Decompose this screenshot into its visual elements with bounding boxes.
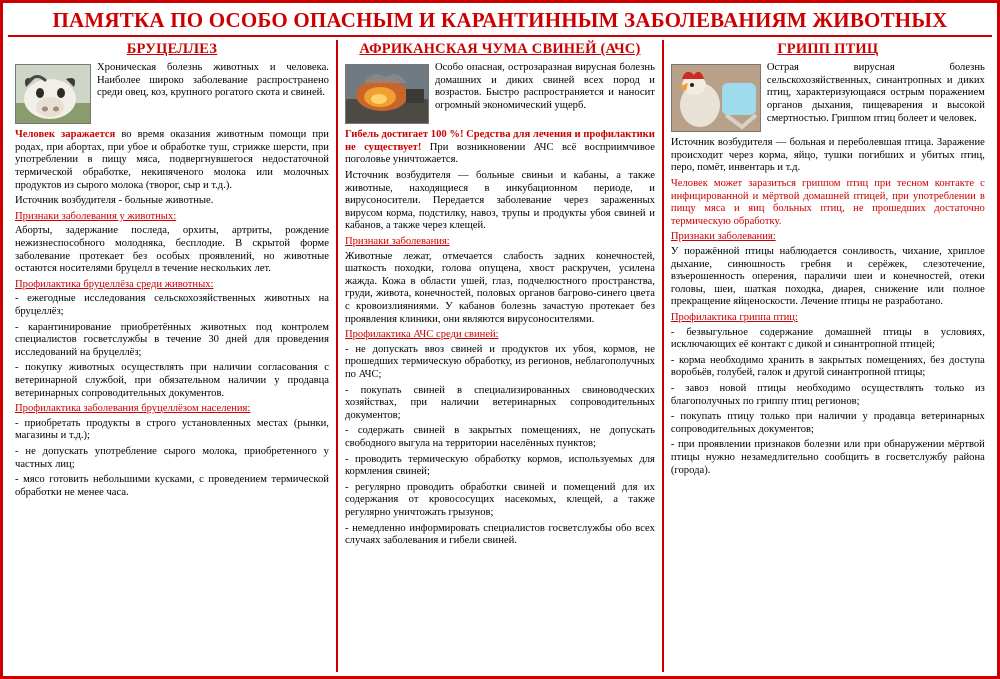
section-paragraph: - не допускать употребление сырого молока, приобретенного у частных лиц; xyxy=(15,445,329,470)
section-subtitle: Профилактика гриппа птиц: xyxy=(670,312,798,324)
intro-text: Особо опасная, острозаразная вирусная болезнь домашних и диких свиней всех пород и возрастов. Быстро распространяется и наносит огромный экономический ущерб. xyxy=(434,62,655,112)
intro-text: Хроническая болезнь животных и человека. Наиболее широко заболевание распространено среди овец, коз, крупного рогатого скота и свиней. xyxy=(97,62,329,99)
column-heading: ГРИПП ПТИЦ xyxy=(777,41,879,58)
section-paragraph: - содержать свиней в закрытых помещениях, не допускать свободного выгула на территории населённых пунктов; xyxy=(344,425,655,449)
intro-text: Острая вирусная болезнь сельскохозяйственных, синантропных и диких птиц, характеризующаяся острым поражением органов дыхания, пищеварения и высокой смертностью. Гриппом птиц болеет и человек. xyxy=(766,62,985,124)
section-subtitle: Профилактика заболевания бруцеллёзом населения: xyxy=(15,403,251,415)
intro-block xyxy=(345,62,655,126)
section-paragraph: - покупать птицу только при наличии у продавца ветеринарных сопроводительных документов; xyxy=(670,411,985,435)
highlight-paragraph xyxy=(15,129,329,192)
column-avian-influenza xyxy=(664,40,992,672)
cow-photo xyxy=(15,64,91,124)
highlight-lead: Гибель достигает 100 %! Средства для лечения и профилактики не существует! xyxy=(344,129,655,153)
section-paragraph: - завоз новой птицы необходимо осуществлять только из благополучных по гриппу птиц регионов; xyxy=(670,382,985,407)
section-paragraph: - при проявлении признаков болезни или при обнаружении мёртвой птицы нужно незамедлительно сообщить в госветслужбу района (города). xyxy=(670,439,985,476)
section-paragraph: - ежегодные исследования сельскохозяйственных животных на бруцеллёз; xyxy=(15,293,329,318)
highlight-paragraph: Человек может заразиться гриппом птиц при тесном контакте с инфицированной и мёртвой домашней птицей, при употреблении в пищу мяса и яиц больных птиц, не прошедших достаточно термическую обработку. xyxy=(670,178,985,227)
column-brucellosis xyxy=(8,40,336,672)
section-paragraph: - мясо готовить небольшими кусками, с проведением термической обработки не менее часа. xyxy=(15,474,329,498)
section-paragraph: - не допускать ввоз свиней и продуктов их убоя, кормов, не прошедших термическую обработку, из регионов, неблагополучных по АЧС; xyxy=(344,343,655,380)
intro-block xyxy=(671,62,985,134)
section-paragraph: - немедленно информировать специалистов госветслужбы обо всех случаях заболевания и гибели свиней. xyxy=(344,522,655,547)
page-title: ПАМЯТКА ПО ОСОБО ОПАСНЫМ И КАРАНТИННЫМ ЗАБОЛЕВАНИЯМ ЖИВОТНЫХ xyxy=(8,7,992,37)
section-paragraph: - покупать свиней в специализированных свиноводческих хозяйствах, при наличии ветеринарных сопроводительных документов; xyxy=(344,384,655,421)
source-line: Источник возбудителя — больная и переболевшая птица. Заражение происходит через корма, яйцо, тушки погибших и убитых птиц, перо, помёт, инвентарь и т.д. xyxy=(670,137,985,174)
intro-block xyxy=(15,62,329,126)
source-line: Источник возбудителя — больные свиньи и кабаны, а также животные, находящиеся в инкубационном периоде, и вирусоносители. Передается заболевание через зараженных вирусом корма, подстилку, навоз, трупы и продукты убоя свиней и кабанов, а также через клещей. xyxy=(344,170,655,232)
section-paragraph: Аборты, задержание последа, орхиты, артриты, рождение нежизнеспособного молодняка, бесплодие. В скрытой форме заболевание протекает без особых проявлений, но животные остаются носителями бруцелл в течение нескольких лет. xyxy=(15,225,329,275)
section-subtitle: Признаки заболевания: xyxy=(670,231,776,243)
highlight-rest: При возникновении АЧС всё восприимчивое поголовье уничтожается. xyxy=(344,141,655,166)
columns-container xyxy=(8,40,992,672)
section-paragraph: - безвыгульное содержание домашней птицы в условиях, исключающих её контакт с дикой и синантропной птицей; xyxy=(670,326,985,351)
section-subtitle: Профилактика АЧС среди свиней: xyxy=(344,329,499,341)
column-asf xyxy=(336,40,664,672)
section-paragraph: - покупку животных осуществлять при наличии согласования с ветеринарной службой, при обязательном наличии у продавца ветеринарных сопроводительных документов. xyxy=(15,362,329,399)
highlight-rest: во время оказания животным помощи при родах, при абортах, при убое и обработке туш, стрижке шерсти, при употреблении в пищу мяса, подвергнувшегося недостаточной термической обработке, некипяченого молока или молочных продуктов из сырого молока (творог, сыр и т.д.). xyxy=(15,129,329,191)
section-paragraph: - проводить термическую обработку кормов, используемых для кормления свиней; xyxy=(344,453,655,478)
section-subtitle: Признаки заболевания: xyxy=(344,236,450,248)
fire-photo xyxy=(345,64,429,124)
section-paragraph: - карантинирование приобретённых животных под контролем специалистов госветслужбы в течение 30 дней для проведения исследований на бруцеллёз; xyxy=(15,321,329,358)
section-paragraph: - регулярно проводить обработки свиней и помещений для их содержания от кровососущих насекомых, клещей, а также регулярно уничтожать грызунов; xyxy=(344,481,655,518)
section-paragraph: - корма необходимо хранить в закрытых помещениях, без доступа воробьёв, голубей, галок и другой синантропной птицы; xyxy=(670,354,985,379)
bird-photo xyxy=(671,64,761,132)
section-subtitle: Признаки заболевания у животных: xyxy=(15,210,177,222)
highlight-lead: Человек заражается xyxy=(15,129,116,141)
highlight-paragraph xyxy=(345,129,655,167)
column-heading: АФРИКАНСКАЯ ЧУМА СВИНЕЙ (АЧС) xyxy=(359,41,641,58)
section-paragraph: У поражённой птицы наблюдается сонливость, чихание, хриплое дыхание, синюшность гребня и серёжек, слезотечение, взъерошенность оперения, параличи шеи и конечностей, отеки головы, шеи, шаткая походка, диарея, снижение или полное прекращение яйценоскости. Лечение птицы не разработано. xyxy=(670,246,985,308)
source-line: Источник возбудителя - больные животные. xyxy=(15,195,214,207)
section-subtitle: Профилактика бруцеллёза среди животных: xyxy=(15,278,214,290)
section-paragraph: - приобретать продукты в строго установленных местах (рынки, магазины и т.д.); xyxy=(15,417,329,442)
section-paragraph: Животные лежат, отмечается слабость задних конечностей, шаткость походки, голова опущена, хвост раскручен, усилена жажда. Кожа в области ушей, глаз, подчелюстного пространства, груди, живота, конечностей, половых органов багрово-синего цвета с кровоизлияниями. У кабанов болезнь зачастую протекает без проявления клиники, они являются вирусоносителями. xyxy=(344,250,655,325)
column-heading: БРУЦЕЛЛЕЗ xyxy=(126,41,218,58)
